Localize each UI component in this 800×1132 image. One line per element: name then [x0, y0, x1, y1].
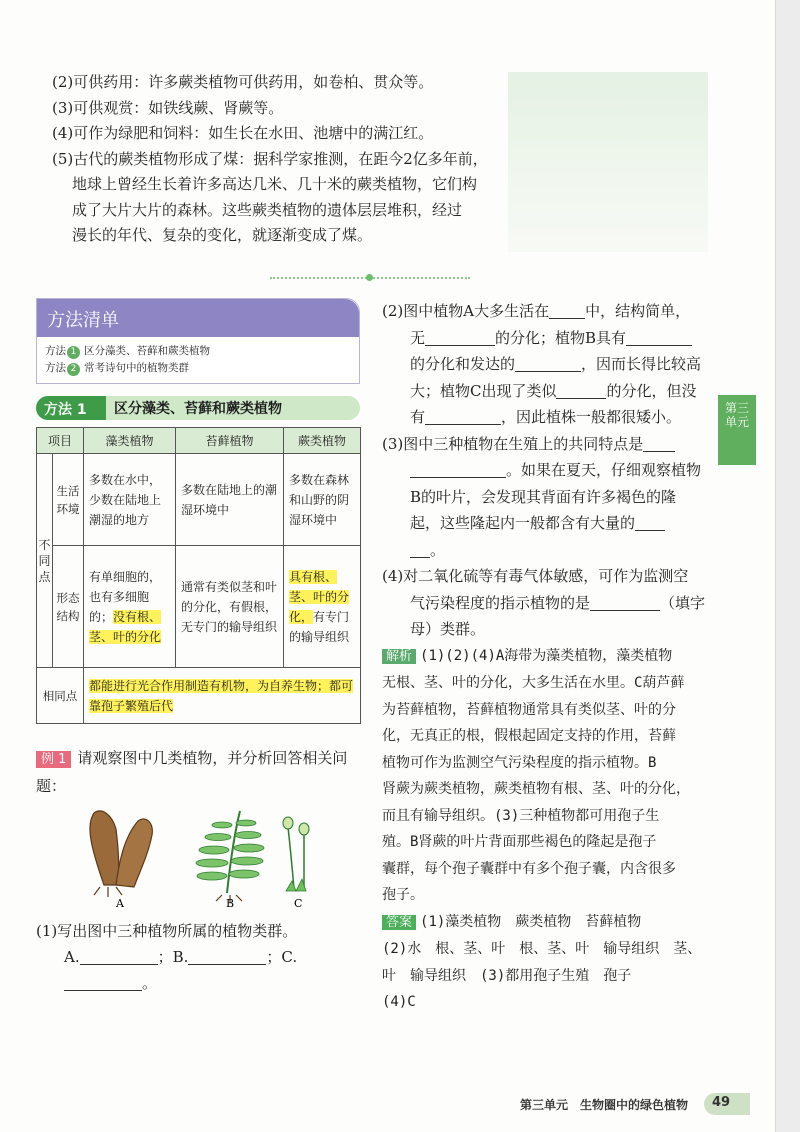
answer-blank[interactable] [188, 949, 266, 965]
section-divider [270, 277, 470, 279]
plant-label: B [226, 897, 235, 910]
use-item-cont: 漫长的年代、复杂的变化，就逐渐变成了煤。 [72, 226, 373, 244]
table-cell: 多数在森林和山野的阴湿环境中 [284, 454, 361, 546]
answer-blank[interactable] [425, 409, 501, 425]
page-footer [0, 1094, 776, 1116]
table-header-row [37, 428, 361, 454]
plant-label: C [294, 897, 303, 910]
diff-label: 不同点 [37, 454, 53, 668]
table-row [37, 668, 361, 724]
faded-side-panel [508, 72, 708, 252]
row-label: 生活环境 [53, 454, 84, 546]
question-2: (2)图中植物A大多生活在 中，结构简单， 无 的分化；植物B具有 的分化和发达的 ，因而长得比较高 大；植物C出现了类似 的分化，但没 有 ，因此植株一般都很矮小。 [382, 302, 702, 426]
use-item: (5)古代的蕨类植物形成了煤：据科学家推测，在距今2亿多年前， [52, 149, 488, 168]
use-item: (3)可供观赏：如铁线蕨、肾蕨等。 [52, 98, 284, 117]
example-label: 例 1 [36, 751, 71, 768]
row-label: 形态结构 [53, 546, 84, 668]
use-item-cont: 成了大片大片的森林。这些蕨类植物的遗体层层堆积，经过 [72, 200, 463, 219]
example-1 [36, 745, 366, 799]
table-cell: 具有根、茎、叶的分化，有专门的输导组织 [284, 546, 361, 668]
table-row [37, 546, 361, 668]
footer-unit-title: 第三单元 生物圈中的绿色植物 [520, 1098, 689, 1112]
table-cell: 都能进行光合作用制造有机物，为自养生物；都可靠孢子繁殖后代 [84, 668, 361, 724]
table-cell: 通常有类似茎和叶的分化，有假根，无专门的输导组织 [176, 546, 284, 668]
answer-blank[interactable] [410, 542, 430, 558]
explanation-tag: 解析 [382, 649, 416, 664]
table-header: 蕨类植物 [284, 428, 361, 454]
method-list-item: 方法 1 区分藻类、苔藓和蕨类植物 [45, 345, 210, 357]
answer-blank[interactable] [549, 303, 585, 319]
question-3: (3)图中三种植物在生殖上的共同特点是 。如果在夏天，仔细观察植物 B的叶片，会发现其背面有许多褐色的隆 起，这些隆起内一般都含有大量的 。 [382, 434, 702, 559]
answer-blank[interactable] [64, 975, 142, 991]
fern-uses-list [52, 70, 512, 249]
table-cell: 有单细胞的，也有多细胞的；没有根、茎、叶的分化 [84, 546, 176, 668]
table-header: 苔藓植物 [176, 428, 284, 454]
answer-blank[interactable] [643, 436, 675, 452]
plant-label: A [116, 897, 124, 910]
question-1: (1)写出图中三种植物所属的植物类群。 A. ；B. ；C.。 [36, 922, 298, 992]
page-edge [776, 0, 800, 1132]
answer: 答案 (1)藻类植物 蕨类植物 苔藓植物 (2)水 根、茎、叶 根、茎、叶 输导组织 茎、 叶 输导组织 (3)都用孢子生殖 孢子 (4)C [382, 913, 702, 1010]
answer-blank[interactable] [410, 462, 506, 478]
method-list-title: 方法清单 [37, 299, 359, 337]
page-number: 49 [704, 1093, 750, 1115]
comparison-table [36, 427, 361, 724]
answer-blank[interactable] [515, 356, 581, 372]
unit-side-tab: 第三 单元 [718, 395, 756, 465]
table-header: 藻类植物 [84, 428, 176, 454]
method1-title: 区分藻类、苔藓和蕨类植物 [114, 401, 282, 417]
answer-tag: 答案 [382, 915, 416, 930]
table-header: 项目 [37, 428, 84, 454]
method1-tag: 方法 1 [36, 396, 106, 420]
answer-blank[interactable] [590, 595, 660, 611]
use-item: (2)可供药用：许多蕨类植物可供药用，如卷柏、贯众等。 [52, 73, 434, 91]
answer-blank[interactable] [425, 330, 495, 346]
table-row [37, 454, 361, 546]
question-4: (4)对二氧化硫等有毒气体敏感，可作为监测空 气污染程度的指示植物的是 （填字 母）类群。 [382, 567, 706, 638]
answer-blank[interactable] [556, 383, 606, 399]
explanation: 解析 (1)(2)(4)A海带为藻类植物，藻类植物 无根、茎、叶的分化，大多生活在水里。C葫芦藓 为苔藓植物，苔藓植物通常具有类似茎、叶的分 化，无真正的根，假根起固定支持的作用，苔藓 植物可作为监测空气污染程度的指示植物。B 肾蕨为蕨类植物，蕨类植物有根、茎、叶的分化， 而且有输导组织。(3)三种植物都可用孢子生 殖。B肾蕨的叶片背面那些褐色的隆起是孢子 囊群，每个孢子囊群中有多个孢子囊，内含很多 孢子。 [382, 647, 690, 903]
use-item: (4)可作为绿肥和饲料：如生长在水田、池塘中的满江红。 [52, 124, 434, 142]
table-cell: 多数在陆地上的潮湿环境中 [176, 454, 284, 546]
use-item-cont: 地球上曾经生长着许多高达几米、几十米的蕨类植物，它们构 [72, 175, 478, 193]
table-cell: 多数在水中，少数在陆地上潮湿的地方 [84, 454, 176, 546]
method1-header [36, 396, 360, 420]
plant-illustration [82, 805, 342, 910]
answer-blank[interactable] [626, 330, 692, 346]
right-column [382, 298, 712, 1016]
example-text: 请观察图中几类植物，并分析回答相关问题： [36, 749, 348, 795]
method-list-box [36, 298, 360, 384]
row-label: 相同点 [37, 668, 84, 724]
method-list-item: 方法 2 常考诗句中的植物类群 [45, 362, 189, 374]
answer-blank[interactable] [635, 515, 665, 531]
answer-blank[interactable] [80, 949, 158, 965]
